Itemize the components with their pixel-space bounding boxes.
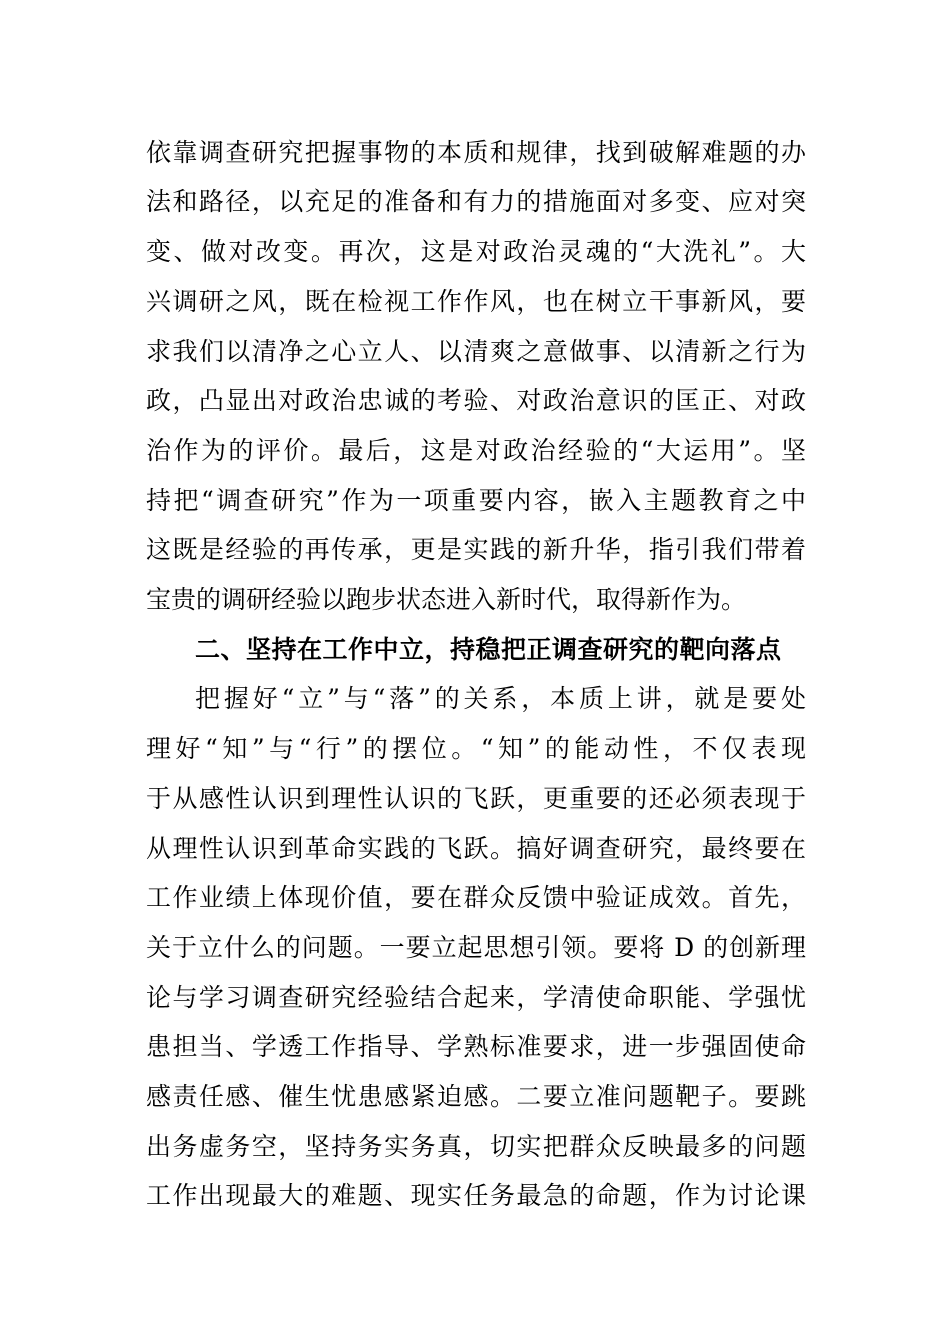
body-line-15: 从理性认识到革命实践的飞跃。搞好调查研究，最终要在 <box>146 834 806 863</box>
body-line-17: 关于立什么的问题。一要立起思想引领。要将 D 的创新理 <box>146 933 806 962</box>
body-line-10: 宝贵的调研经验以跑步状态进入新时代，取得新作为。 <box>146 585 747 614</box>
body-line-2: 法和路径，以充足的准备和有力的措施面对多变、应对突 <box>146 187 806 216</box>
body-line-1: 依靠调查研究把握事物的本质和规律，找到破解难题的办 <box>146 138 806 167</box>
body-line-12: 把握好“立”与“落”的关系，本质上讲，就是要处 <box>195 684 806 713</box>
section-heading: 二、坚持在工作中立，持稳把正调查研究的靶向落点 <box>195 635 782 664</box>
body-line-16: 工作业绩上体现价值，要在群众反馈中验证成效。首先， <box>146 883 806 912</box>
body-line-4: 兴调研之风，既在检视工作作风，也在树立干事新风，要 <box>146 287 806 316</box>
body-line-9: 这既是经验的再传承，更是实践的新升华，指引我们带着 <box>146 535 806 564</box>
body-line-7: 治作为的评价。最后，这是对政治经验的“大运用”。坚 <box>146 436 806 465</box>
body-line-20: 感责任感、催生忧患感紧迫感。二要立准问题靶子。要跳 <box>146 1082 806 1111</box>
body-line-21: 出务虚务空，坚持务实务真，切实把群众反映最多的问题 <box>146 1132 806 1161</box>
body-line-6: 政，凸显出对政治忠诚的考验、对政治意识的匡正、对政 <box>146 386 806 415</box>
body-line-8: 持把“调查研究”作为一项重要内容，嵌入主题教育之中 <box>146 486 806 515</box>
body-line-19: 患担当、学透工作指导、学熟标准要求，进一步强固使命 <box>146 1032 806 1061</box>
body-line-14: 于从感性认识到理性认识的飞跃，更重要的还必须表现于 <box>146 784 806 813</box>
body-line-3: 变、做对改变。再次，这是对政治灵魂的“大洗礼”。大 <box>146 237 806 266</box>
body-line-5: 求我们以清净之心立人、以清爽之意做事、以清新之行为 <box>146 337 806 366</box>
body-line-13: 理好“知”与“行”的摆位。“知”的能动性，不仅表现 <box>146 734 806 763</box>
body-line-22: 工作出现最大的难题、现实任务最急的命题，作为讨论课 <box>146 1181 806 1210</box>
body-line-18: 论与学习调查研究经验结合起来，学清使命职能、学强忧 <box>146 983 806 1012</box>
